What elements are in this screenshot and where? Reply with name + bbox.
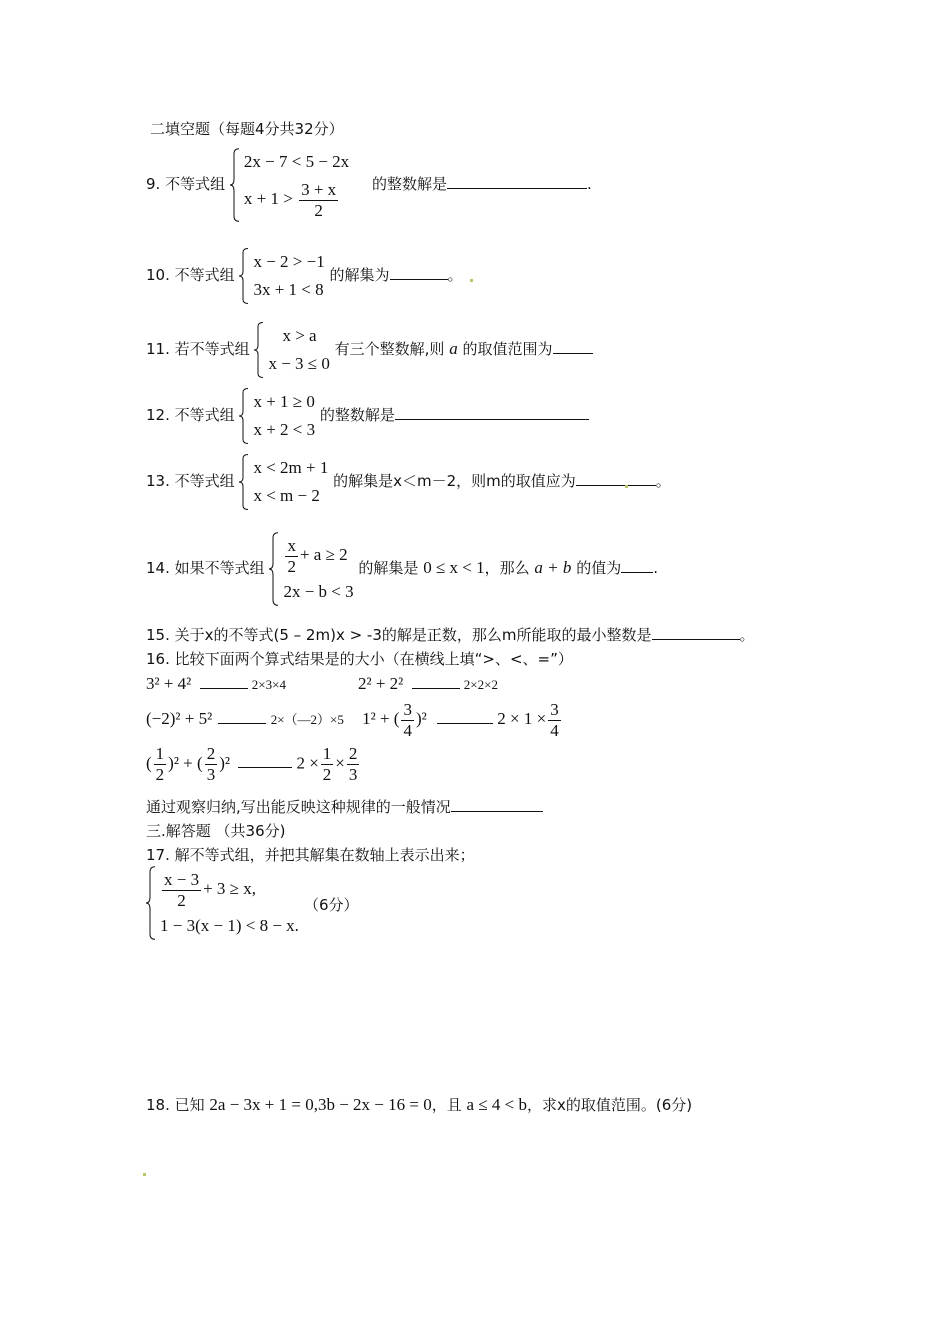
question-16: 16. 比较下面两个算式结果是的大小（在横线上填“>、<、=”） — [146, 650, 573, 668]
q11-answer-blank[interactable] — [553, 339, 593, 354]
question-15: 15. 关于x的不等式(5 – 2m)x > -3的解是正数，那么m所能取的最小整数是 。 — [146, 626, 755, 644]
q9-row2-left: x + 1 > — [243, 189, 293, 208]
question-12: 12. 不等式组 x + 1 ≥ 0 x + 2 < 3 的整数解是 — [146, 388, 589, 444]
brace-icon — [239, 454, 249, 510]
q9-number: 9. — [146, 175, 161, 193]
question-17: 17. 解不等式组，并把其解集在数轴上表示出来； — [146, 846, 475, 864]
q10-system: x − 2 > −1 3x + 1 < 8 — [239, 248, 324, 304]
question-10: 10. 不等式组 x − 2 > −1 3x + 1 < 8 的解集为 。 — [146, 248, 463, 304]
q16-c-blank[interactable] — [218, 709, 266, 724]
q16-row-e: ( $\frac{1}{2}$ )² + ( $\frac{2}{3}$ )² 2 × $\frac{1}{2}$ × $\frac{2}{3}$ — [146, 744, 358, 784]
q16-row-b: 2² + 2² 2×2×2 — [358, 674, 498, 693]
q17-system: $\frac{x - 3}{2}$ + 3 ≥ x, 1 − 3(x − 1) < 8 − x. — [146, 866, 299, 940]
stray-dot — [470, 279, 473, 282]
q13-answer-blank[interactable] — [576, 471, 656, 486]
stray-dot — [143, 1173, 146, 1176]
question-18: 18. 已知 2a − 3x + 1 = 0,3b − 2x − 16 = 0，且 a ≤ 4 < b，求x的取值范围。(6分) — [146, 1095, 693, 1114]
brace-icon — [146, 866, 156, 940]
brace-icon — [230, 148, 240, 222]
q9-label: 不等式组 — [165, 175, 226, 193]
q17-points: （6分） — [304, 896, 359, 914]
q9-row1: 2x − 7 < 5 − 2x — [243, 152, 350, 171]
q9-answer-blank[interactable] — [447, 174, 587, 189]
q12-system: x + 1 ≥ 0 x + 2 < 3 — [239, 388, 315, 444]
question-11: 11. 若不等式组 x > a x − 3 ≤ 0 有三个整数解,则 a 的取值范围为 — [146, 322, 593, 378]
brace-icon — [239, 388, 249, 444]
q14-system: $\frac{x}{2}$ + a ≥ 2 2x − b < 3 — [269, 532, 353, 606]
brace-icon — [239, 248, 249, 304]
q14-answer-blank[interactable] — [621, 558, 653, 573]
q16-summary: 通过观察归纳,写出能反映这种规律的一般情况 — [146, 796, 543, 817]
q16-b-blank[interactable] — [412, 674, 460, 689]
stray-dot — [625, 485, 628, 488]
q17-system-line — [146, 866, 359, 940]
q16-a-blank[interactable] — [200, 674, 248, 689]
question-14: 14. 如果不等式组 $\frac{x}{2}$ + a ≥ 2 2x − b < 3 的解集是 0 ≤ x < 1，那么 a + b 的值为 . — [146, 532, 658, 606]
q9-system — [230, 148, 349, 222]
q16-d-blank[interactable] — [437, 709, 493, 724]
q16-summary-blank[interactable] — [451, 797, 543, 812]
q10-answer-blank[interactable] — [390, 265, 448, 280]
section3-heading: 三.解答题 （共36分) — [146, 822, 286, 840]
q9-suffix: 的整数解是 — [371, 175, 447, 193]
q16-row-c: (−2)² + 5² 2×（—2）×5 1² + ( $\frac{3}{4}$ )² 2 × 1 × $\frac{3}{4}$ — [146, 699, 559, 740]
q11-system: x > a x − 3 ≤ 0 — [254, 322, 329, 378]
q12-answer-blank[interactable] — [395, 405, 589, 420]
question-9: 9. 不等式组 2x − 7 < 5 − 2x x + 1 > $\frac{3 + x}{2}$ 的整数解是 . — [146, 148, 592, 222]
section2-heading: 二填空题（每题4分共32分） — [150, 120, 344, 138]
brace-icon — [269, 532, 279, 606]
q9-fraction: $\frac{3 + x}{2}$ — [301, 179, 337, 220]
brace-icon — [254, 322, 264, 378]
question-13: 13. 不等式组 x < 2m + 1 x < m − 2 的解集是x＜m－2，则m的取值应为 。 — [146, 454, 671, 510]
q13-system: x < 2m + 1 x < m − 2 — [239, 454, 328, 510]
q16-row-a: 3² + 4² 2×3×4 — [146, 674, 286, 693]
q15-answer-blank[interactable] — [652, 625, 740, 640]
q16-e-blank[interactable] — [238, 753, 292, 768]
